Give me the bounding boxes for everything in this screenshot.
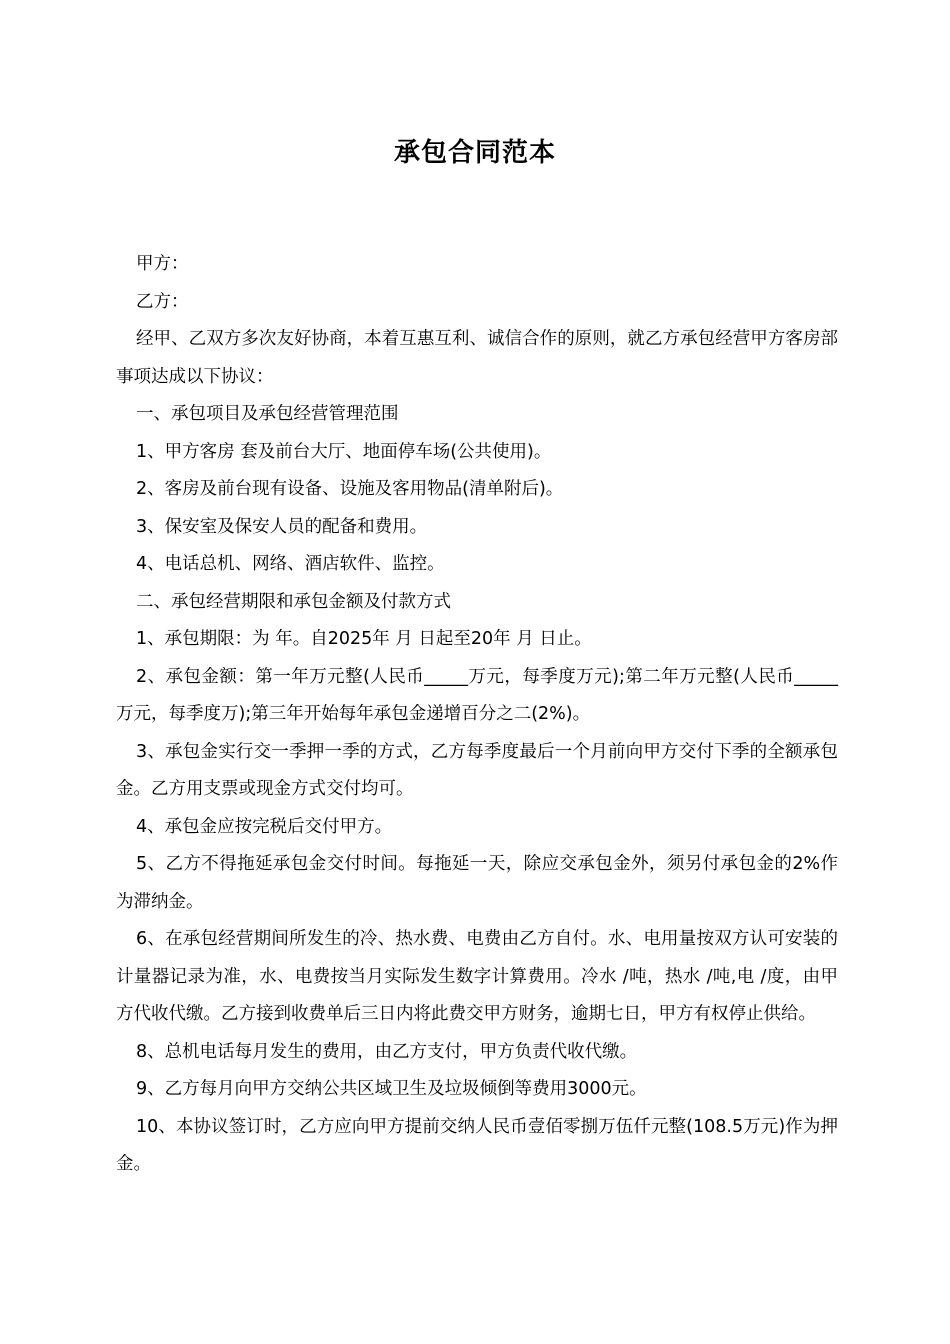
clause-paragraph: 1、甲方客房 套及前台大厅、地面停车场(公共使用)。 bbox=[136, 441, 552, 462]
clause-paragraph: 6、在承包经营期间所发生的冷、热水费、电费由乙方自付。水、电用量按双方认可安装的计量器记录为准，水、电费按当月实际发生数字计算费用。冷水 /吨，热水 /吨,电 /度，由甲方代收代缴。乙方接到收费单后三日内将此费交甲方财务，逾期七日，甲方有权停止供给。 bbox=[116, 929, 838, 1024]
party-b-line: 乙方： bbox=[136, 291, 189, 312]
clause-paragraph: 2、客房及前台现有设备、设施及客用物品(清单附后)。 bbox=[136, 479, 564, 499]
document-body bbox=[116, 246, 838, 1184]
section-heading: 二、承包经营期限和承包金额及付款方式 bbox=[136, 591, 451, 612]
clause-paragraph: 3、保安室及保安人员的配备和费用。 bbox=[136, 516, 428, 537]
document-title: 承包合同范本 bbox=[393, 138, 556, 168]
clause-paragraph: 8、总机电话每月发生的费用，由乙方支付，甲方负责代收代缴。 bbox=[136, 1041, 638, 1062]
clause-paragraph: 4、电话总机、网络、酒店软件、监控。 bbox=[136, 554, 445, 574]
clause-paragraph: 1、承包期限：为 年。自2025年 月 日起至20年 月 日止。 bbox=[136, 629, 592, 649]
party-a-line: 甲方： bbox=[136, 254, 189, 274]
clause-paragraph: 9、乙方每月向甲方交纳公共区域卫生及垃圾倾倒等费用3000元。 bbox=[136, 1079, 647, 1099]
preamble-paragraph: 经甲、乙双方多次友好协商，本着互惠互利、诚信合作的原则，就乙方承包经营甲方客房部事项达成以下协议： bbox=[116, 329, 838, 387]
clause-paragraph: 2、承包金额：第一年万元整(人民币_____万元，每季度万元);第二年万元整(人民币_____万元，每季度万);第三年开始每年承包金递增百分之二(2%)。 bbox=[116, 666, 838, 724]
clause-paragraph: 10、本协议签订时，乙方应向甲方提前交纳人民币壹佰零捌万伍仟元整(108.5万元)作为押金。 bbox=[116, 1116, 838, 1174]
clause-paragraph: 4、承包金应按完税后交付甲方。 bbox=[136, 816, 393, 837]
clause-paragraph: 5、乙方不得拖延承包金交付时间。每拖延一天，除应交承包金外，须另付承包金的2%作为滞纳金。 bbox=[116, 854, 838, 912]
section-heading: 一、承包项目及承包经营管理范围 bbox=[136, 404, 399, 424]
clause-paragraph: 3、承包金实行交一季押一季的方式，乙方每季度最后一个月前向甲方交付下季的全额承包金。乙方用支票或现金方式交付均可。 bbox=[116, 741, 838, 799]
